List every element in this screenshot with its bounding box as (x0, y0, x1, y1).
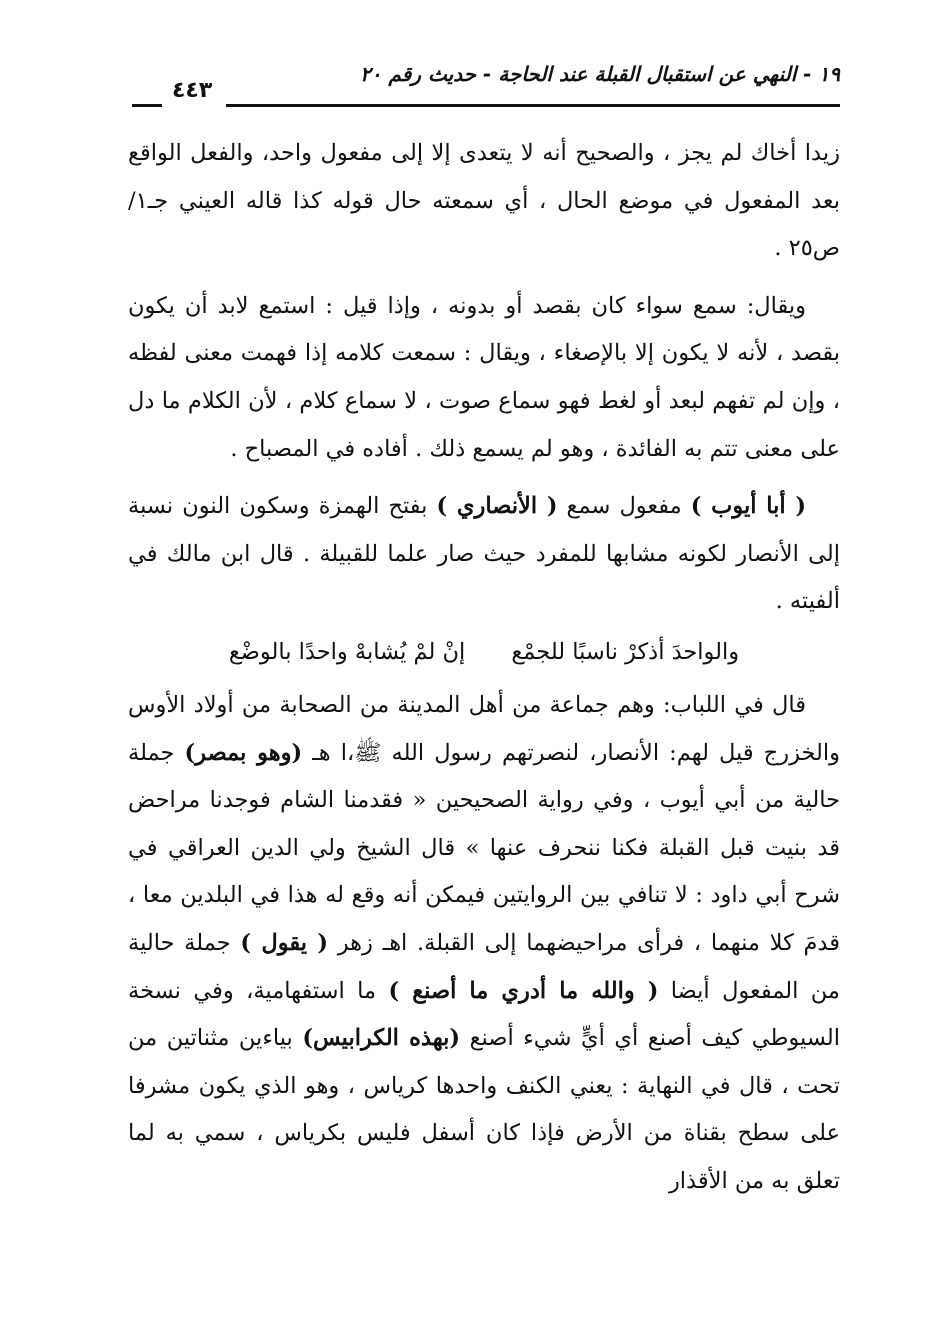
paragraph-3 (128, 483, 840, 626)
paragraph-gap (128, 273, 840, 283)
verse-second-hemistich: إنْ لمْ يُشابهْ واحدًا بالوضْع (228, 638, 466, 665)
text-run: قال في اللباب: وهم جماعة من أهل المدينة من الصحابة من أولاد الأوس والخزرج قيل لهم: الأنصار، لنصرتهم رسول الله ﷺ،ا هـ (128, 691, 840, 766)
bold-term: (بهذه الكرابيس) (302, 1025, 461, 1052)
header-title: ١٩ - النهي عن استقبال القبلة عند الحاجة - حديث رقم ٢٠ (360, 62, 840, 86)
poetry-verse (128, 628, 840, 676)
paragraph-gap (128, 473, 840, 483)
text-run: بفتح الهمزة وسكون النون نسبة إلى الأنصار لكونه مشابها للمفرد حيث صار علما للقبيلة . قال ابن مالك في ألفيته . (128, 493, 840, 615)
bold-term: ( والله ما أدري ما أصنع ) (388, 977, 659, 1004)
paragraph-4 (128, 682, 840, 1206)
page-number-dash-right (226, 104, 342, 107)
bold-term: ( الأنصاري ) (436, 493, 558, 520)
bold-term: ( يقول ) (240, 929, 329, 956)
text-run: ما استفهامية، وفي نسخة السيوطي كيف أصنع أي أيٍّ شيء أصنع (128, 977, 840, 1052)
paragraph-1: زيدا أخاك لم يجز ، والصحيح أنه لا يتعدى إلا إلى مفعول واحد، والفعل الواقع بعد المفعول في موضع الحال ، أي سمعته حال قوله كذا قاله العيني جـ١/ ص٢٥ . (128, 140, 840, 262)
paragraph-2: ويقال: سمع سواء كان بقصد أو بدونه ، وإذا قيل : استمع لابد أن يكون بقصد ، لأنه لا يكون إلا بالإصغاء ، ويقال : سمعت كلامه إذا فهمت معنى لفظه ، وإن لم تفهم لبعد أو لغط فهو سماع صوت ، لا سماع كلام ، لأن الكلام ما دل على معنى تتم به الفائدة ، وهو لم يسمع ذلك . أفاده في المصباح . (128, 292, 840, 462)
text-run: بياءين مثناتين من تحت ، قال في النهاية : يعني الكنف واحدها كرياس ، وهو الذي يكون مشرفا على سطح بقناة من الأرض فإذا كان أسفل فليس بكرياس ، سمي به لما تعلق به من الأقذار (128, 1025, 840, 1194)
body-text (128, 130, 840, 1205)
bold-term: ( أبا أيوب ) (690, 493, 806, 520)
text-run: جملة حالية من أبي أيوب ، وفي رواية الصحيحين « فقدمنا الشام فوجدنا مراحض قد بنيت قبل القبلة فكنا ننحرف عنها » قال الشيخ ولي الدين العراقي في شرح أبي داود : لا تنافي بين الروايتين فيمكن أنه وقع له هذا في البلدين معا ، قدمَ كلا منهما ، فرأى مراحيضهما إلى القبلة. اهـ زهر (128, 739, 840, 956)
verse-first-hemistich: والواحدَ أذكرْ ناسبًا للجمْع (511, 638, 740, 665)
text-run: جملة حالية من المفعول أيضا (128, 929, 840, 1004)
bold-term: (وهو بمصر) (184, 739, 303, 766)
text-run: مفعول سمع (557, 493, 691, 520)
page-number: ٤٤٣ (172, 78, 213, 103)
header-rule (342, 104, 840, 107)
page-number-dash-left (132, 104, 162, 107)
